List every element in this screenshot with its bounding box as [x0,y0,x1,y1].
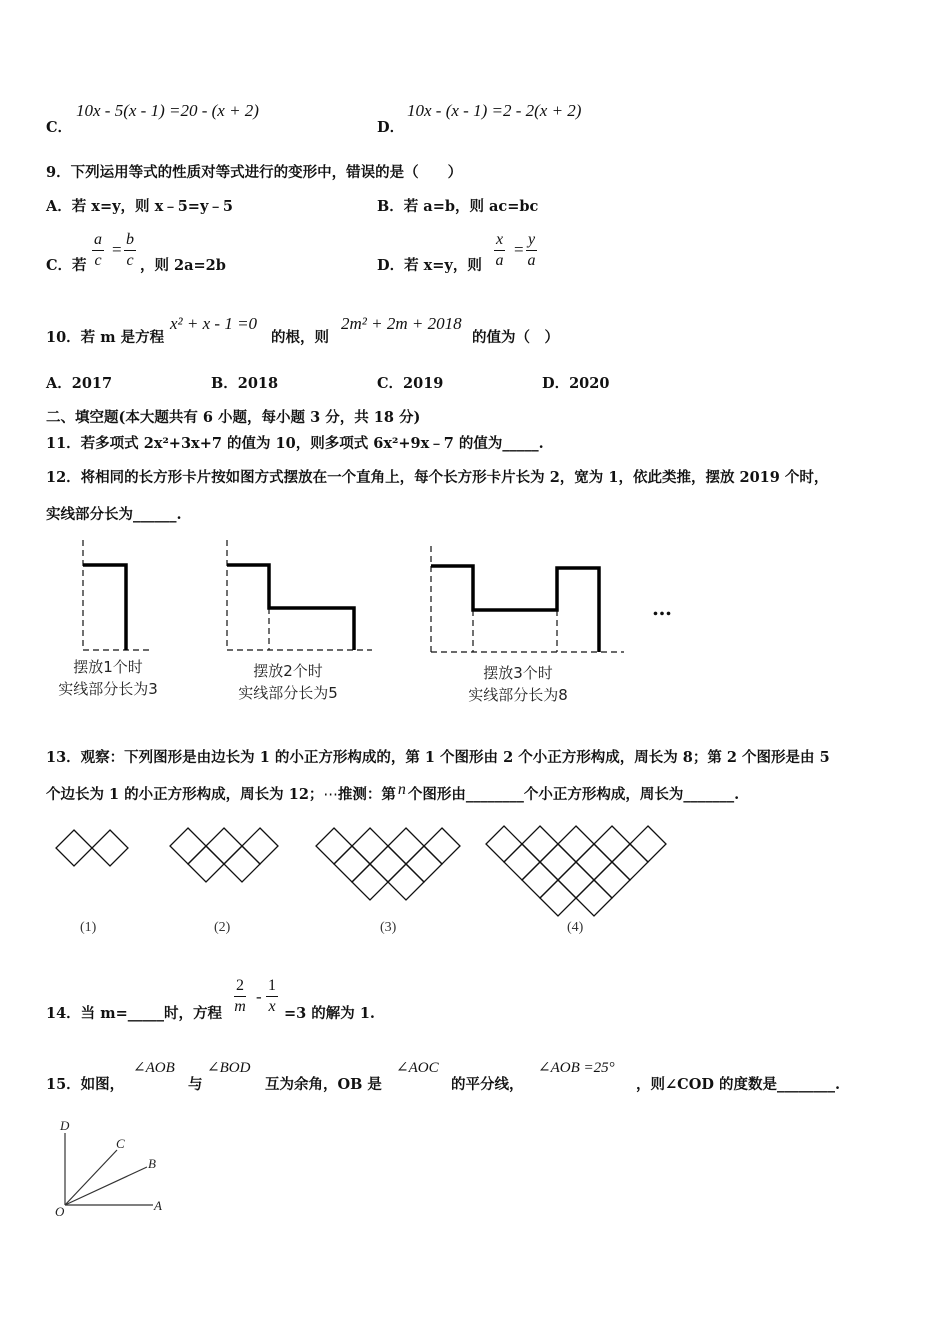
q12-ellipsis: … [652,596,673,620]
q10-option-b: B．2018 [211,375,279,392]
q15-angle-value: ∠AOB =25° [538,1060,615,1076]
q12-line-2: 实线部分长为______. [46,506,182,523]
q15-text-2: 互为余角，OB 是 [265,1076,382,1093]
caption-line: 摆放2个时 [253,662,323,680]
caption-line: 摆放1个时 [73,658,143,676]
q13-line-2-middle: 推测：第 [337,786,396,803]
q14-suffix: =3 的解为 1. [284,1005,375,1022]
caption-line: 实线部分长为8 [468,686,568,704]
q15-label-o: O [55,1204,65,1219]
q9-option-c-suffix: ，则 2a=2b [140,257,226,274]
q10-option-c: C．2019 [377,375,444,392]
caption-line: 实线部分长为3 [58,680,158,698]
q13-line-1: 13．观察：下列图形是由边长为 1 的小正方形构成的，第 1 个图形由 2 个小正方形构成，周长为 8；第 2 个图形是由 5 [46,749,830,766]
fraction-denominator: a [527,252,536,269]
q14-prefix: 14．当 m=_____时，方程 [46,1005,222,1022]
q15-angle-aoc: ∠AOC [396,1060,439,1076]
q15-label-c: C [116,1136,125,1151]
q13-figure-2-label: (2) [214,920,231,935]
q8-option-c-equation: 10x - 5(x - 1) =20 - (x + 2) [76,101,259,120]
fraction-denominator: x [268,998,276,1015]
q14-minus: - [256,987,262,1006]
q9-option-d-equals: = [514,240,524,259]
q15-label-a: A [154,1198,162,1213]
q10-stem-prefix: 10．若 m 是方程 [46,329,165,346]
q15-text-4: ，则∠COD 的度数是________. [636,1076,840,1093]
q13-variable-n: n [397,781,406,798]
q10-stem-middle: 的根，则 [271,329,329,346]
fraction-numerator: x [494,230,505,251]
q9-option-b: B．若 a=b，则 ac=bc [377,198,539,215]
q15-text-1: 与 [188,1076,203,1093]
q13-line-2-prefix: 个边长为 1 的小正方形构成，周长为 12； [46,786,324,803]
q13-figure-1-label: (1) [80,920,97,935]
q10-option-d: D．2020 [542,375,610,392]
q9-option-c-equals: = [112,240,122,259]
q13-ellipsis: ⋯ [323,787,338,803]
q11-text: 11．若多项式 2x²+3x+7 的值为 10，则多项式 6x²+9x﹣7 的值为_____. [46,435,544,452]
q10-stem-suffix: 的值为（ ） [472,329,559,346]
q9-option-d-prefix: D．若 x=y，则 [377,257,482,274]
q15-label-b: B [148,1156,156,1171]
q9-option-a: A．若 x=y，则 x﹣5=y﹣5 [46,198,233,215]
q13-figure-4-label: (4) [567,920,584,935]
fraction-denominator: m [234,998,246,1015]
q9-option-c-prefix: C．若 [46,257,87,274]
q10-equation-2: 2m² + 2m + 2018 [341,314,462,333]
q15-angle-aob: ∠AOB [133,1060,175,1076]
q8-option-d-equation: 10x - (x - 1) =2 - 2(x + 2) [407,101,582,120]
fraction-denominator: a [495,252,504,269]
fraction-numerator: b [124,230,136,251]
ray-ob [65,1167,147,1205]
q13-line-2-suffix: 个图形由________个小正方形构成，周长为_______. [407,786,740,803]
fraction-denominator: c [94,252,102,269]
q9-stem: 9．下列运用等式的性质对等式进行的变形中，错误的是（ ） [46,164,463,181]
q13-figure-3-label: (3) [380,920,397,935]
q8-option-c-label: C． [46,119,73,136]
q10-equation-1: x² + x - 1 =0 [170,314,258,333]
caption-line: 实线部分长为5 [238,684,338,702]
fraction-numerator: 1 [266,976,278,997]
q15-label-d: D [60,1118,70,1133]
caption-line: 摆放3个时 [483,664,553,682]
fraction-numerator: a [92,230,104,251]
ray-oc [65,1150,117,1205]
fraction-denominator: c [126,252,134,269]
q15-text-3: 的平分线， [451,1076,524,1093]
q10-option-a: A．2017 [46,375,113,392]
q15-angle-bod: ∠BOD [207,1060,251,1076]
fraction-numerator: y [526,230,537,251]
q8-option-d-label: D． [377,119,405,136]
q12-line-1: 12．将相同的长方形卡片按如图方式摆放在一个直角上，每个长方形卡片长为 2，宽为 1，依此类推，摆放 2019 个时， [46,469,829,486]
section-heading-fill-in: 二、填空题(本大题共有 6 小题，每小题 3 分，共 18 分) [46,409,421,426]
fraction-numerator: 2 [234,976,246,997]
q15-prefix: 15．如图， [46,1076,125,1093]
